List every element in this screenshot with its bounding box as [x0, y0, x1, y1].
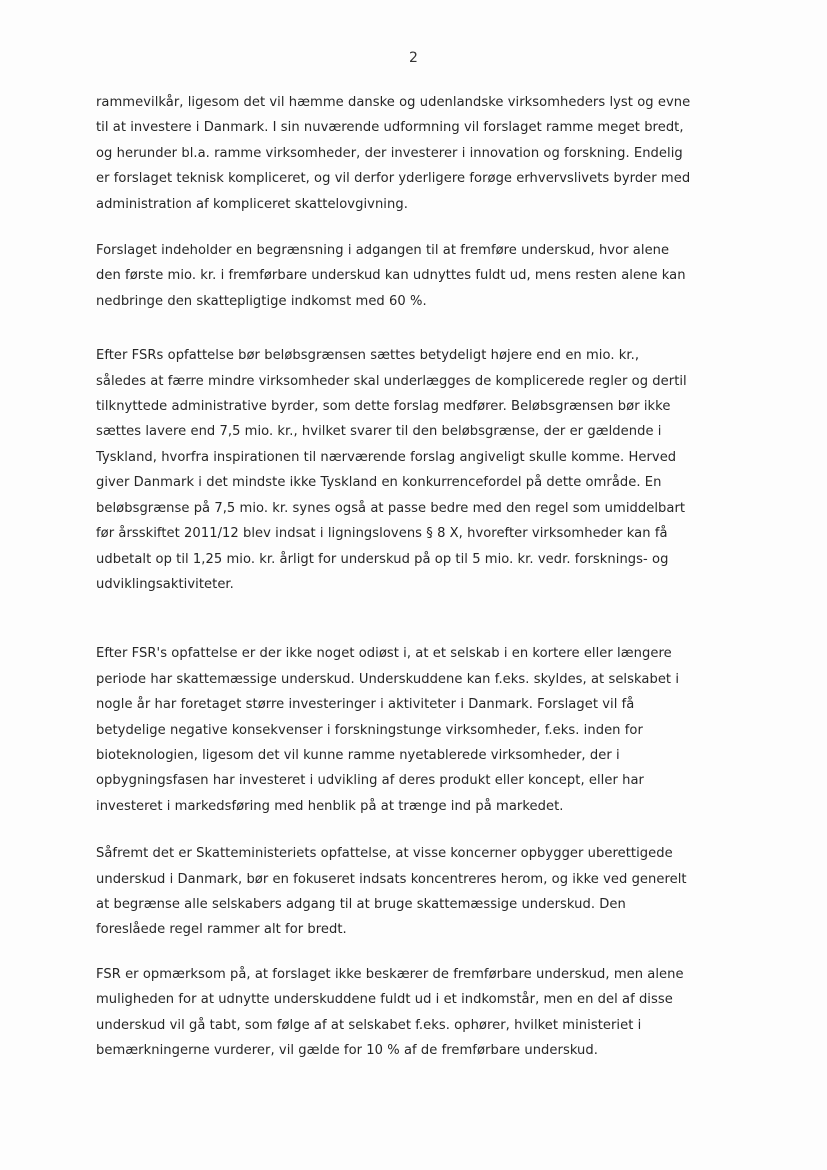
- paragraph-line: beløbsgrænse på 7,5 mio. kr. synes også at passe bedre med den regel som umiddelbart: [96, 500, 686, 516]
- paragraph-line: således at færre mindre virksomheder skal underlægges de komplicerede regler og dertil: [96, 373, 687, 389]
- paragraph-line: udviklingsaktiviteter.: [96, 576, 234, 592]
- paragraph-line: FSR er opmærksom på, at forslaget ikke beskærer de fremførbare underskud, men alene: [96, 966, 684, 982]
- paragraph-line: underskud vil gå tabt, som følge af at selskabet f.eks. ophører, hvilket ministeriet i: [96, 1017, 642, 1033]
- paragraph-line: Efter FSR's opfattelse er der ikke noget odiøst i, at et selskab i en kortere eller længere: [96, 646, 672, 662]
- paragraph-line: nedbringe den skattepligtige indkomst med 60 %.: [96, 293, 427, 309]
- paragraph-line: sættes lavere end 7,5 mio. kr., hvilket svarer til den beløbsgrænse, der er gældende i: [96, 424, 662, 440]
- paragraph-line: underskud i Danmark, bør en fokuseret indsats koncentreres herom, og ikke ved generelt: [96, 871, 687, 887]
- paragraph-line: den første mio. kr. i fremførbare underskud kan udnyttes fuldt ud, mens resten alene kan: [96, 268, 686, 284]
- paragraph-line: bemærkningerne vurderer, vil gælde for 10 % af de fremførbare underskud.: [96, 1043, 598, 1058]
- paragraph-line: administration af kompliceret skattelovgivning.: [96, 196, 408, 212]
- page-number: 2: [409, 50, 418, 66]
- paragraph-line: giver Danmark i det mindste ikke Tyskland en konkurrencefordel på dette område. En: [96, 475, 662, 491]
- paragraph-line: muligheden for at udnytte underskuddene fuldt ud i et indkomstår, men en del af disse: [96, 992, 673, 1008]
- paragraph-line: rammevilkår, ligesom det vil hæmme danske og udenlandske virksomheders lyst og evne: [96, 95, 691, 110]
- paragraph-2: [96, 238, 736, 314]
- paragraph-3: [96, 343, 736, 597]
- paragraph-line: at begrænse alle selskabers adgang til at bruge skattemæssige underskud. Den: [96, 896, 626, 912]
- paragraph-line: foreslåede regel rammer alt for bredt.: [96, 922, 347, 938]
- paragraph-line: periode har skattemæssige underskud. Underskuddene kan f.eks. skyldes, at selskabet i: [96, 671, 680, 687]
- paragraph-line: tilknyttede administrative byrder, som dette forslag medfører. Beløbsgrænsen bør ikke: [96, 399, 671, 415]
- paragraph-line: Forslaget indeholder en begrænsning i adgangen til at fremføre underskud, hvor alene: [96, 243, 670, 259]
- paragraph-line: og herunder bl.a. ramme virksomheder, der investerer i innovation og forskning. Endelig: [96, 145, 683, 161]
- paragraph-line: udbetalt op til 1,25 mio. kr. årligt for underskud på op til 5 mio. kr. vedr. forsknings- og: [96, 551, 669, 567]
- paragraph-1: [96, 90, 736, 217]
- paragraph-line: før årsskiftet 2011/12 blev indsat i ligningslovens § 8 X, hvorefter virksomheder kan få: [96, 526, 668, 542]
- paragraph-4: [96, 641, 736, 819]
- paragraph-line: Efter FSRs opfattelse bør beløbsgrænsen sættes betydeligt højere end en mio. kr.,: [96, 348, 640, 364]
- document-body: [96, 90, 736, 1063]
- paragraph-5: [96, 841, 736, 943]
- paragraph-line: Tyskland, hvorfra inspirationen til nærværende forslag angiveligt skulle komme. Herved: [96, 449, 677, 465]
- paragraph-line: til at investere i Danmark. I sin nuværende udformning vil forslaget ramme meget bredt,: [96, 120, 684, 136]
- paragraph-line: betydelige negative konsekvenser i forskningstunge virksomheder, f.eks. inden for: [96, 722, 643, 738]
- paragraph-line: opbygningsfasen har investeret i udvikling af deres produkt eller koncept, eller har: [96, 773, 644, 789]
- paragraph-line: er forslaget teknisk kompliceret, og vil derfor yderligere forøge erhvervslivets byrder med: [96, 171, 691, 187]
- paragraph-line: bioteknologien, ligesom det vil kunne ramme nyetablerede virksomheder, der i: [96, 747, 620, 763]
- paragraph-6: [96, 962, 736, 1064]
- paragraph-line: Såfremt det er Skatteministeriets opfattelse, at visse koncerner opbygger uberettigede: [96, 846, 673, 862]
- paragraph-line: investeret i markedsføring med henblik på at trænge ind på markedet.: [96, 798, 564, 814]
- paragraph-line: nogle år har foretaget større investeringer i aktiviteter i Danmark. Forslaget vil få: [96, 697, 635, 713]
